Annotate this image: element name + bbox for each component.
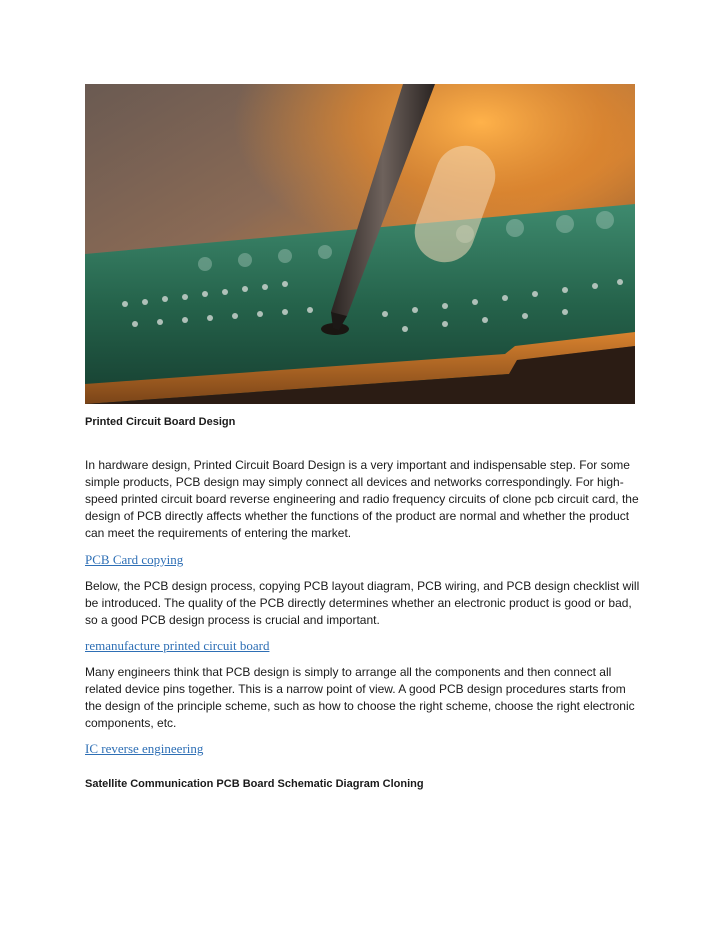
ic-reverse-engineering-link[interactable]: IC reverse engineering <box>85 741 204 756</box>
remanufacture-pcb-link[interactable]: remanufacture printed circuit board <box>85 638 270 653</box>
section-heading: Satellite Communication PCB Board Schematic Diagram Cloning <box>85 778 424 790</box>
pcb-card-copying-link[interactable]: PCB Card copying <box>85 552 184 567</box>
intro-paragraph: In hardware design, Printed Circuit Board Design is a very important and indispensable step. For some simple products, PCB design may simply connect all devices and networks correspondingly. For high-speed printed circuit board reverse engineering and radio frequency circuits of clone pcb circuit card, the design of PCB directly affects whether the functions of the product are normal and whether the product can meet the requirements of entering the market. <box>85 458 639 540</box>
figure-caption: Printed Circuit Board Design <box>85 416 236 428</box>
engineers-paragraph: Many engineers think that PCB design is simply to arrange all the components and then connect all related device pins together. This is a narrow point of view. A good PCB design procedures starts from the design of the principle scheme, such as how to choose the right scheme, choose the right electronic components, etc. <box>85 665 635 730</box>
pcb-soldering-image <box>85 84 635 404</box>
process-paragraph: Below, the PCB design process, copying PCB layout diagram, PCB wiring, and PCB design checklist will be introduced. The quality of the PCB directly determines whether an electronic product is good or bad, so a good PCB design process is crucial and important. <box>85 579 640 627</box>
